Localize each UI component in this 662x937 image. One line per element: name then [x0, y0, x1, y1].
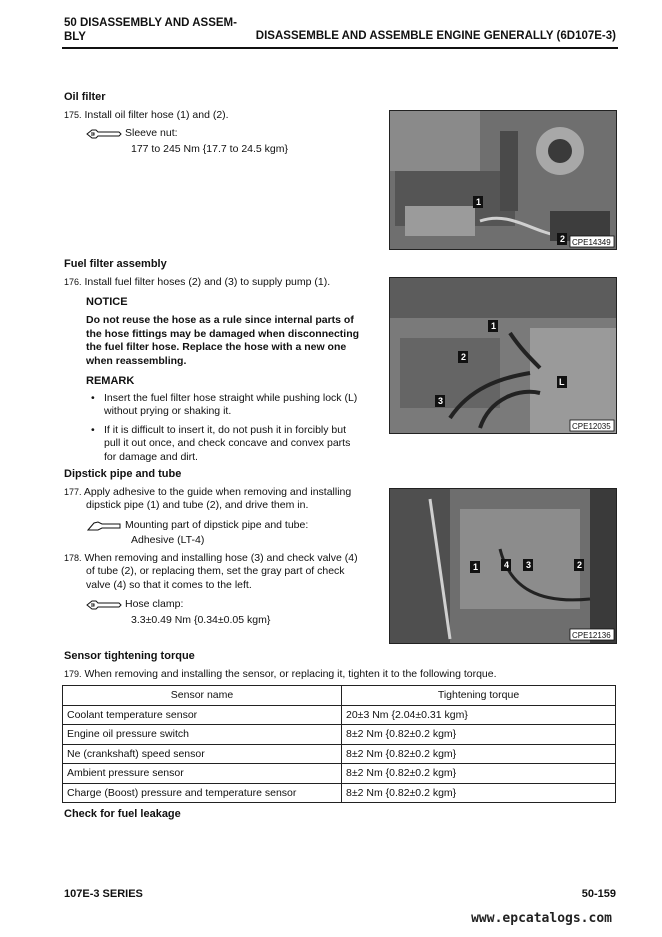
- adhesive-label: Mounting part of dipstick pipe and tube:: [125, 519, 309, 531]
- notice-line: when reassembling.: [86, 354, 187, 367]
- sensor-heading: Sensor tightening torque: [64, 650, 195, 662]
- sleeve-nut-label: Sleeve nut:: [125, 127, 178, 139]
- photo-code: CPE12136: [572, 631, 611, 640]
- torque-cell: 8±2 Nm {0.82±0.2 kgm}: [342, 744, 616, 764]
- torque-wrench-icon: [86, 598, 122, 616]
- torque-cell: 8±2 Nm {0.82±0.2 kgm}: [342, 783, 616, 803]
- photo-callout: 1: [476, 197, 482, 207]
- adhesive-value: Adhesive (LT-4): [131, 534, 205, 546]
- hose-clamp-torque: 3.3±0.49 Nm {0.34±0.05 kgm}: [131, 614, 271, 626]
- fuel-filter-photo: [389, 277, 617, 434]
- photo-code: CPE12035: [572, 422, 611, 431]
- step-text: When removing and installing the sensor, or replacing it, tighten it to the following torque.: [84, 668, 497, 680]
- torque-table: [62, 685, 616, 803]
- torque-cell: 20±3 Nm {2.04±0.31 kgm}: [342, 705, 616, 725]
- step-177: [64, 486, 378, 513]
- step-text: Install oil filter hose (1) and (2).: [84, 109, 229, 121]
- oil-filter-photo: [389, 110, 617, 250]
- step-175: [64, 109, 229, 122]
- header-section-title-line1: 50 DISASSEMBLY AND ASSEM-: [64, 17, 237, 29]
- notice-text: [86, 314, 378, 368]
- photo-callout: 4: [504, 560, 510, 570]
- photo-callout: 2: [461, 352, 467, 362]
- step-text: valve (4) so that it comes to the left.: [86, 578, 252, 591]
- step-number: 179.: [64, 669, 82, 679]
- photo-code: CPE14349: [572, 238, 611, 247]
- table-row: [63, 783, 616, 803]
- step-text: Install fuel filter hoses (2) and (3) to supply pump (1).: [84, 276, 331, 288]
- footer-series: 107E-3 SERIES: [64, 888, 143, 900]
- torque-wrench-icon: [86, 127, 122, 145]
- table-row: [63, 705, 616, 725]
- sleeve-nut-torque: 177 to 245 Nm {17.7 to 24.5 kgm}: [131, 143, 289, 155]
- torque-cell: 8±2 Nm {0.82±0.2 kgm}: [342, 764, 616, 784]
- photo-callout: L: [559, 377, 565, 387]
- watermark-url: www.epcatalogs.com: [471, 911, 612, 926]
- step-number: 175.: [64, 110, 82, 120]
- step-number: 177.: [64, 487, 82, 497]
- oil-filter-heading: Oil filter: [64, 91, 106, 103]
- fuel-leak-heading: Check for fuel leakage: [64, 808, 181, 820]
- sensor-name-cell: Charge (Boost) pressure and temperature sensor: [63, 783, 342, 803]
- table-header-row: [63, 686, 616, 706]
- photo-callout: 3: [526, 560, 532, 570]
- photo-callout: 2: [560, 234, 566, 244]
- footer-page-number: 50-159: [581, 888, 616, 900]
- sensor-name-cell: Coolant temperature sensor: [63, 705, 342, 725]
- dipstick-heading: Dipstick pipe and tube: [64, 468, 182, 480]
- notice-line: the fuel filter hose. Replace the hose with a new one: [86, 341, 347, 353]
- sensor-name-cell: Ne (crankshaft) speed sensor: [63, 744, 342, 764]
- sensor-name-cell: Engine oil pressure switch: [63, 725, 342, 745]
- fuel-filter-heading: Fuel filter assembly: [64, 258, 167, 270]
- column-header: Tightening torque: [342, 686, 616, 706]
- step-text: When removing and installing hose (3) and check valve (4): [84, 552, 358, 564]
- column-header: Sensor name: [63, 686, 342, 706]
- remark-line: without prying or shaking it.: [104, 405, 232, 418]
- header-divider: [62, 47, 618, 49]
- remark-title: REMARK: [86, 375, 135, 387]
- step-number: 176.: [64, 277, 82, 287]
- notice-title: NOTICE: [86, 296, 128, 308]
- photo-callout: 2: [577, 560, 583, 570]
- remark-bullet-2: [104, 424, 379, 464]
- notice-line: Do not reuse the hose as a rule since internal parts of: [86, 314, 354, 326]
- photo-callout: 3: [438, 396, 444, 406]
- table-row: [63, 744, 616, 764]
- adhesive-icon: [86, 519, 122, 537]
- remark-line: for damage and dirt.: [104, 450, 198, 463]
- step-text: dipstick pipe (1) and tube (2), and drive them in.: [86, 499, 309, 512]
- header-section-title: [64, 16, 264, 44]
- photo-callout: 1: [491, 321, 497, 331]
- step-number: 178.: [64, 553, 82, 563]
- remark-line: • Insert the fuel filter hose straight while pushing lock (L): [104, 392, 358, 404]
- dipstick-photo: [389, 488, 617, 644]
- header-section-title-line2: BLY: [64, 31, 86, 43]
- step-176: [64, 276, 330, 289]
- torque-cell: 8±2 Nm {0.82±0.2 kgm}: [342, 725, 616, 745]
- remark-bullet-1: [104, 392, 379, 419]
- table-row: [63, 725, 616, 745]
- remark-line: • If it is difficult to insert it, do not push it in forcibly but: [104, 424, 347, 436]
- hose-clamp-label: Hose clamp:: [125, 598, 184, 610]
- step-text: Apply adhesive to the guide when removing and installing: [83, 486, 352, 498]
- notice-line: the hose fittings may be damaged when disconnecting: [86, 327, 360, 340]
- photo-callout: 1: [473, 562, 479, 572]
- header-chapter-title: DISASSEMBLE AND ASSEMBLE ENGINE GENERALLY (6D107E-3): [255, 30, 616, 42]
- step-179: [64, 668, 497, 681]
- table-row: [63, 764, 616, 784]
- step-text: of tube (2), or replacing them, set the gray part of check: [86, 565, 345, 578]
- step-178: [64, 552, 378, 592]
- sensor-name-cell: Ambient pressure sensor: [63, 764, 342, 784]
- remark-line: pull it out once, and check concave and convex parts: [104, 437, 351, 450]
